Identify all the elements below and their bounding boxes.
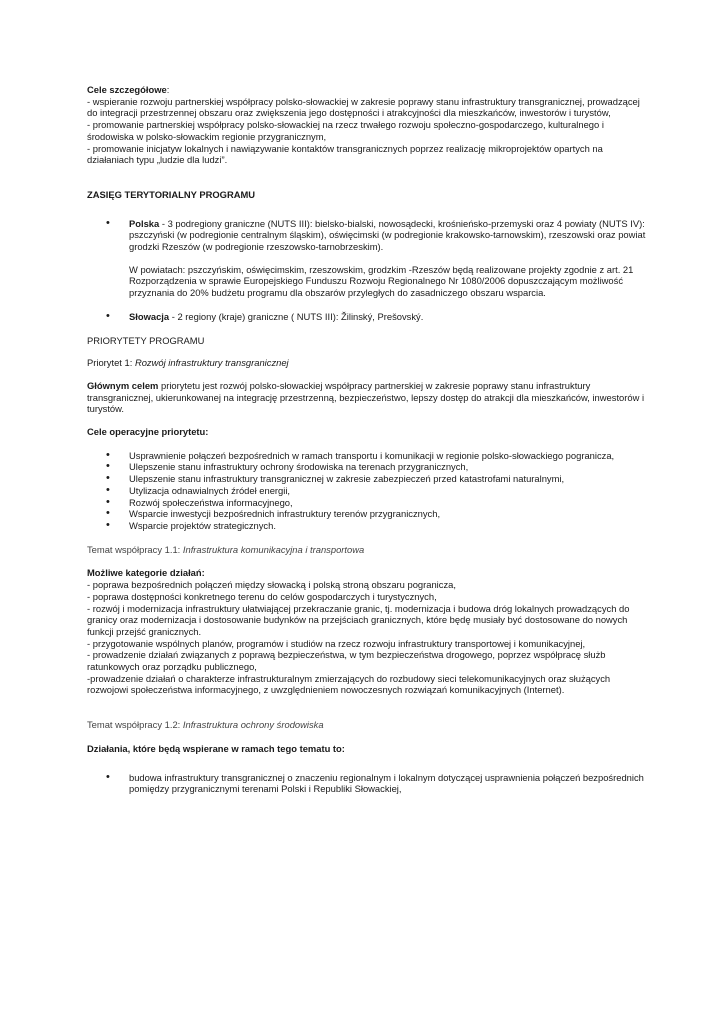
list-item-polska: • Polska - 3 podregiony graniczne (NUTS III): bielsko-bialski, nowosądecki, krośnieńsko-przemyski oraz 4 powiaty (NUTS IV): pszczyński (w podregionie centralnym śląskim), oświęcimski (w podregionie krakowsko-tarnowskim), rzeszowski oraz powiat grodzki Rzeszów (w podregionie rzeszowsko-tarnobrzeskim). bbox=[87, 218, 647, 253]
list-item: • Usprawnienie połączeń bezpośrednich w ramach transportu i komunikacji w regionie polsko-słowackiego pogranicza, bbox=[87, 450, 647, 462]
kategorie-line: - prowadzenie działań związanych z poprawą bezpieczeństwa, w tym bezpieczeństwa drogowego, poprzez współpracę służb ratunkowych oraz porządku publicznego, bbox=[87, 649, 606, 673]
kategorie-section bbox=[87, 567, 647, 696]
zasieg-heading: ZASIĘG TERYTORIALNY PROGRAMU bbox=[87, 188, 256, 200]
list-item: • Wsparcie inwestycji bezpośrednich infrastruktury terenów przygranicznych, bbox=[87, 508, 647, 520]
zasieg-list bbox=[87, 218, 647, 253]
powiaty-note: W powiatach: pszczyńskim, oświęcimskim, rzeszowskim, grodzkim -Rzeszów będą realizowane projekty zgodnie z art. 21 Rozporządzenia w sprawie Europejskiego Funduszu Rozwoju Regionalnego Nr 1080/2006 dopuszczającym możliwość przyznania do 20% budżetu programu dla obszarów przyległych do zasadniczego obszaru wsparcia. bbox=[129, 263, 634, 299]
cele-szczegolowe-section bbox=[87, 84, 647, 166]
list-item-slowacja: • Słowacja - 2 regiony (kraje) graniczne ( NUTS III): Žilinský, Prešovský. bbox=[87, 311, 647, 323]
kategorie-line: - poprawa bezpośrednich połączeń między słowacką i polską stroną obszaru pogranicza, bbox=[87, 579, 456, 591]
priorytet1-heading: Priorytet 1: Rozwój infrastruktury transgranicznej bbox=[87, 357, 289, 369]
glownym-celem-paragraph: Głównym celem priorytetu jest rozwój polsko-słowackiej współpracy partnerskiej w zakresie poprawy stanu infrastruktury transgranicznej, ukierunkowanej na integrację przestrzenną, bezpieczeństwo, lepszy dostęp do atrakcji dla mieszkańców, inwestorów i turystów. bbox=[87, 379, 645, 415]
dzialania-list bbox=[87, 772, 647, 795]
temat12-heading: Temat współpracy 1.2: Infrastruktura ochrony środowiska bbox=[87, 719, 324, 731]
list-item: • Wsparcie projektów strategicznych. bbox=[87, 520, 647, 532]
list-item: • budowa infrastruktury transgranicznej o znaczeniu regionalnym i lokalnym dotyczącej usprawnienia połączeń bezpośrednich pomiędzy przygranicznymi terenami Polski i Republiki Słowackiej, bbox=[87, 772, 647, 795]
kategorie-line: - rozwój i modernizacja infrastruktury ułatwiającej przekraczanie granic, tj. modernizacja i budowa dróg lokalnych prowadzących do granicy oraz modernizacja i dostosowanie budynków na przejściach granicznych, które będę musiały być dostosowane do nowych funkcji przejść granicznych. bbox=[87, 602, 630, 637]
cele-operacyjne-heading: Cele operacyjne priorytetu: bbox=[87, 426, 209, 438]
kategorie-line: - poprawa dostępności konkretnego terenu do celów gospodarczych i turystycznych, bbox=[87, 590, 437, 602]
cele-operacyjne-list bbox=[87, 450, 647, 532]
cele-line: - promowanie partnerskiej współpracy polsko-słowackiej na rzecz trwałego rozwoju społeczno-gospodarczego, kulturalnego i środowiska w polsko-słowackim regionie przygranicznym, bbox=[87, 119, 604, 142]
priorytety-heading: PRIORYTETY PROGRAMU bbox=[87, 334, 205, 346]
kategorie-heading: Możliwe kategorie działań: bbox=[87, 567, 205, 579]
temat11-heading: Temat współpracy 1.1: Infrastruktura komunikacyjna i transportowa bbox=[87, 543, 365, 555]
cele-line: - wspieranie rozwoju partnerskiej współpracy polsko-słowackiej w zakresie poprawy stanu infrastruktury transgranicznej, prowadzącej do integracji przestrzennej obszaru oraz zwiększenia jego dostępności i atrakcyjności dla mieszkańców, inwestorów i turystów, bbox=[87, 95, 640, 119]
list-item: • Ulepszenie stanu infrastruktury ochrony środowiska na terenach przygranicznych, bbox=[87, 461, 647, 473]
kategorie-line: - przygotowanie wspólnych planów, programów i studiów na rzecz rozwoju infrastruktury transportowej i komunikacyjnej, bbox=[87, 637, 586, 649]
dzialania-heading: Działania, które będą wspierane w ramach tego tematu to: bbox=[87, 742, 345, 754]
document-page bbox=[87, 84, 647, 795]
cele-szczegolowe-heading: Cele szczegółowe: bbox=[87, 84, 170, 95]
cele-line: - promowanie inicjatyw lokalnych i nawiązywanie kontaktów transgranicznych poprzez realizację mikroprojektów opartych na działaniach typu „ludzie dla ludzi”. bbox=[87, 142, 603, 166]
list-item: • Rozwój społeczeństwa informacyjnego, bbox=[87, 497, 647, 509]
kategorie-line: -prowadzenie działań o charakterze infrastrukturalnym zmierzających do rozbudowy sieci telekomunikacyjnych oraz służących rozwojowi społeczeństwa informacyjnego, z uwzględnieniem nowoczesnych rozwiązań komunikacyjnych (Internet). bbox=[87, 672, 611, 696]
list-item: • Utylizacja odnawialnych źródeł energii, bbox=[87, 485, 647, 497]
zasieg-list-2 bbox=[87, 311, 647, 323]
list-item: • Ulepszenie stanu infrastruktury transgranicznej w zakresie zabezpieczeń przed katastrofami naturalnymi, bbox=[87, 473, 647, 485]
